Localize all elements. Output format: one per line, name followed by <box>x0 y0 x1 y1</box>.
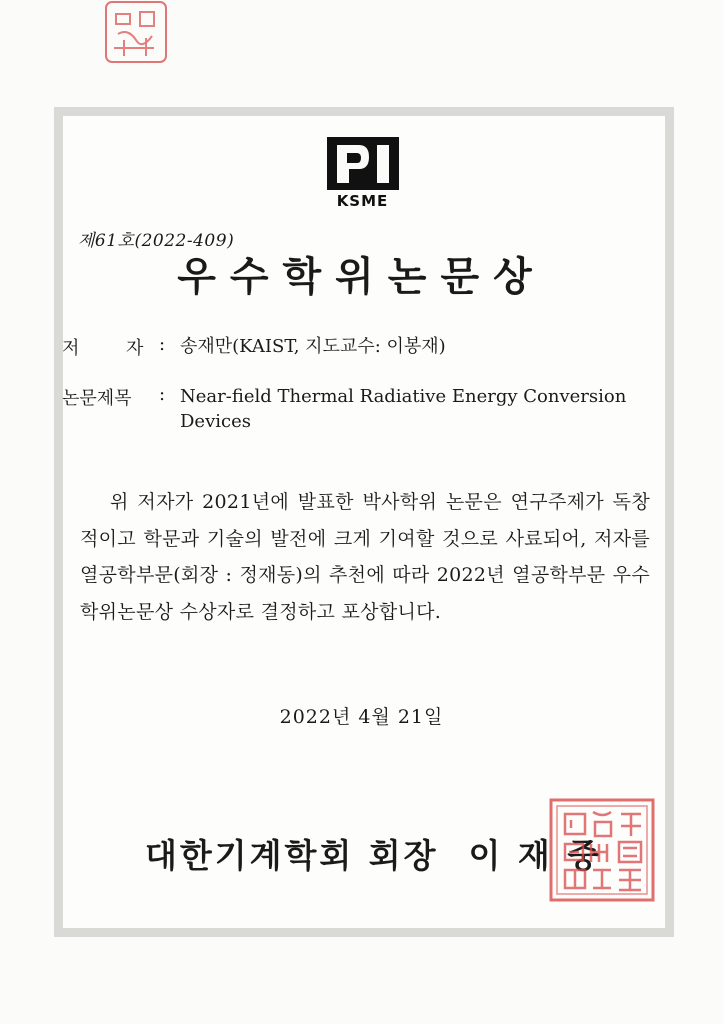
author-value: 송재만(KAIST, 지도교수: 이봉재) <box>180 336 446 357</box>
author-label-part2: 자 <box>126 338 144 359</box>
official-seal-icon <box>547 796 657 904</box>
signature-name: 이 재 중 <box>468 836 603 875</box>
certificate-title: 우수학위논문상 <box>177 254 546 300</box>
award-date: 2022년 4월 21일 <box>279 706 444 728</box>
signature-line <box>145 830 602 877</box>
paper-title-colon: : <box>159 384 166 405</box>
ksme-logo-icon <box>327 137 399 190</box>
award-citation-text: 위 저자가 2021년에 발표한 박사학위 논문은 연구주제가 독창적이고 학문과 기술의 발전에 크게 기여할 것으로 사료되어, 저자를 열공학부문(회장 : 정재동)의 추천에 따라 2022년 열공학부문 우수학위논문상 수상자로 결정하고 포상합니다. <box>80 491 650 623</box>
author-row <box>62 334 662 360</box>
certificate-number: 제61호(2022-409) <box>78 231 235 251</box>
author-colon: : <box>159 334 166 355</box>
paper-title-label: 논문제목 <box>62 388 132 409</box>
ksme-logo <box>325 137 400 212</box>
signature-org-title: 대한기계학회 회장 <box>145 836 439 875</box>
paper-title-value: Near-field Thermal Radiative Energy Conversion Devices <box>180 386 627 432</box>
ksme-logo-text: KSME <box>336 192 389 210</box>
author-label-part1: 저 <box>62 338 80 359</box>
paper-title-row <box>62 384 662 444</box>
top-seal-icon <box>102 0 170 66</box>
